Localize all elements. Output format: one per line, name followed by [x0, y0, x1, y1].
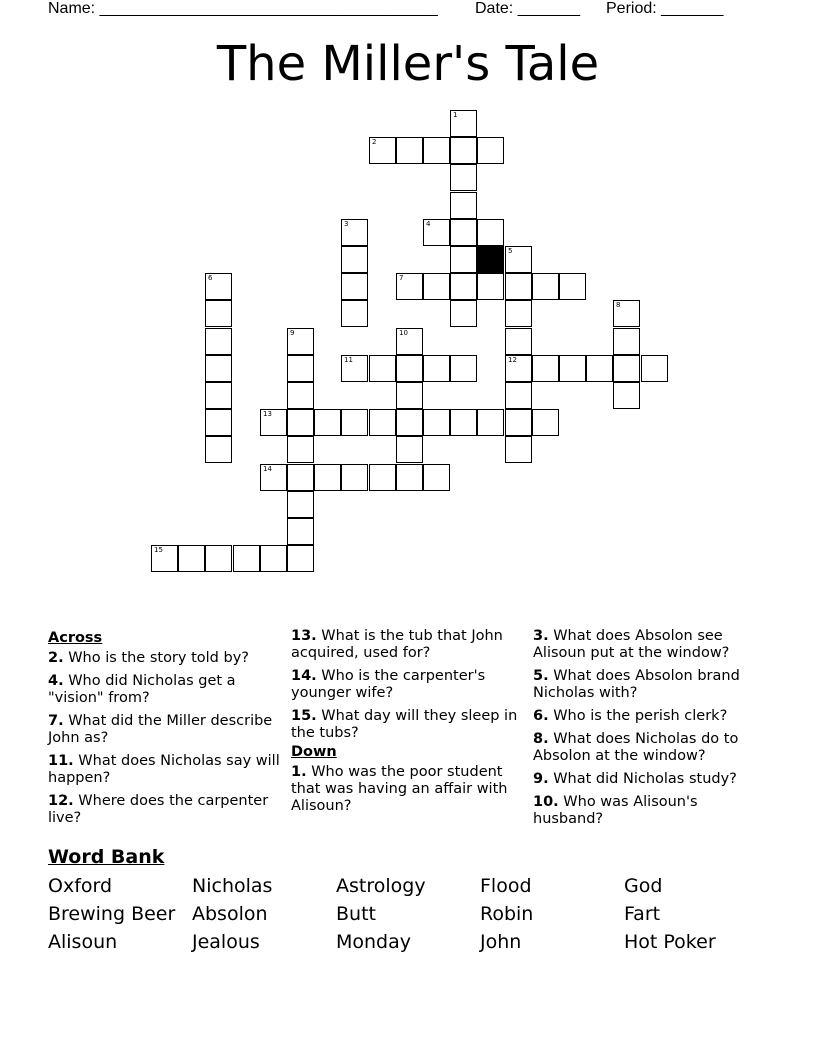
clue-number: 12: [508, 356, 517, 364]
clue-down-6: 6. Who is the perish clerk?: [533, 708, 728, 724]
clue-number: 2: [372, 138, 377, 146]
grid-cell[interactable]: [205, 328, 232, 355]
word-bank-item: Alisoun: [48, 931, 118, 953]
date-field[interactable]: Date: _______: [475, 0, 580, 17]
page-title: The Miller's Tale: [216, 36, 600, 92]
grid-cell[interactable]: [641, 355, 668, 382]
word-bank-item: Oxford: [48, 875, 113, 897]
word-bank-item: Butt: [336, 903, 376, 925]
clue-across-12: 12. Where does the carpenter live?: [48, 793, 269, 826]
word-bank-item: Nicholas: [192, 875, 273, 897]
grid-cell[interactable]: [287, 436, 314, 463]
grid-cell[interactable]: [396, 328, 423, 355]
grid-cell[interactable]: [205, 355, 232, 382]
clues-column-1: [48, 628, 280, 833]
grid-cell[interactable]: [205, 409, 232, 436]
period-field[interactable]: Period: _______: [606, 0, 724, 17]
grid-cell[interactable]: [341, 355, 368, 382]
grid-cell[interactable]: [260, 464, 287, 491]
grid-cell[interactable]: [205, 382, 232, 409]
word-bank-item: God: [624, 875, 663, 897]
grid-cell[interactable]: [341, 300, 368, 327]
grid-cell[interactable]: [505, 409, 532, 436]
clue-number: 4: [426, 220, 431, 228]
clue-number: 8: [616, 301, 621, 309]
grid-cell[interactable]: [505, 328, 532, 355]
grid-cell[interactable]: [532, 409, 559, 436]
grid-cell[interactable]: [505, 273, 532, 300]
clue-down-9: 9. What did Nicholas study?: [533, 771, 737, 787]
clue-across-11: 11. What does Nicholas say will happen?: [48, 753, 280, 786]
clue-across-15: 15. What day will they sleep in the tubs?: [291, 708, 518, 741]
grid-cell[interactable]: [505, 355, 532, 382]
grid-cell[interactable]: [477, 219, 504, 246]
grid-cell[interactable]: [450, 409, 477, 436]
grid-cell[interactable]: [178, 545, 205, 572]
down-heading: Down: [291, 744, 337, 760]
grid-cell[interactable]: [233, 545, 260, 572]
grid-cell[interactable]: [369, 409, 396, 436]
clue-across-4: 4. Who did Nicholas get a "vision" from?: [48, 673, 236, 706]
clues-column-3: [533, 628, 765, 834]
grid-cell[interactable]: [369, 464, 396, 491]
word-bank-item: Flood: [480, 875, 532, 897]
grid-cell[interactable]: [396, 355, 423, 382]
grid-cell[interactable]: [396, 382, 423, 409]
grid-cell[interactable]: [341, 246, 368, 273]
grid-cell[interactable]: [151, 545, 178, 572]
grid-cell[interactable]: [505, 246, 532, 273]
grid-cell[interactable]: [477, 409, 504, 436]
grid-cell[interactable]: [450, 246, 477, 273]
grid-cell[interactable]: [505, 436, 532, 463]
word-bank-item: John: [480, 931, 522, 953]
grid-cell[interactable]: [450, 110, 477, 137]
grid-cell[interactable]: [287, 491, 314, 518]
grid-cell[interactable]: [260, 409, 287, 436]
grid-cell[interactable]: [341, 409, 368, 436]
grid-cell[interactable]: [450, 300, 477, 327]
grid-cell[interactable]: [450, 192, 477, 219]
grid-cell[interactable]: [205, 436, 232, 463]
word-bank-item: Brewing Beer: [48, 903, 176, 925]
grid-cell[interactable]: [532, 273, 559, 300]
clue-number: 14: [263, 465, 272, 473]
grid-cell[interactable]: [287, 409, 314, 436]
clue-number: 15: [154, 546, 163, 554]
clues-column-2: [291, 628, 523, 821]
blocked-cell: [477, 246, 504, 273]
grid-cell[interactable]: [450, 355, 477, 382]
grid-cell[interactable]: [505, 300, 532, 327]
grid-cell[interactable]: [396, 436, 423, 463]
grid-cell[interactable]: [287, 355, 314, 382]
grid-cell[interactable]: [450, 137, 477, 164]
grid-cell[interactable]: [287, 518, 314, 545]
grid-cell[interactable]: [287, 382, 314, 409]
grid-cell[interactable]: [396, 137, 423, 164]
clue-down-5: 5. What does Absolon brand Nicholas with?: [533, 668, 740, 701]
grid-cell[interactable]: [205, 300, 232, 327]
grid-cell[interactable]: [205, 273, 232, 300]
clue-down-3: 3. What does Absolon see Alisoun put at the window?: [533, 628, 730, 661]
grid-cell[interactable]: [586, 355, 613, 382]
grid-cell[interactable]: [423, 409, 450, 436]
grid-cell[interactable]: [423, 273, 450, 300]
grid-cell[interactable]: [450, 273, 477, 300]
grid-cell[interactable]: [559, 355, 586, 382]
grid-cell[interactable]: [314, 464, 341, 491]
grid-cell[interactable]: [423, 219, 450, 246]
clue-down-8: 8. What does Nicholas do to Absolon at the window?: [533, 731, 739, 764]
grid-cell[interactable]: [205, 545, 232, 572]
grid-cell[interactable]: [369, 137, 396, 164]
clue-across-2: 2. Who is the story told by?: [48, 650, 249, 666]
clue-across-14: 14. Who is the carpenter's younger wife?: [291, 668, 486, 701]
grid-cell[interactable]: [423, 355, 450, 382]
grid-cell[interactable]: [287, 328, 314, 355]
clue-number: 11: [344, 356, 353, 364]
clue-across-13: 13. What is the tub that John acquired, used for?: [291, 628, 503, 661]
word-bank-item: Hot Poker: [624, 931, 716, 953]
grid-cell[interactable]: [314, 409, 341, 436]
grid-cell[interactable]: [613, 382, 640, 409]
clue-down-10: 10. Who was Alisoun's husband?: [533, 794, 698, 827]
grid-cell[interactable]: [287, 545, 314, 572]
clue-number: 1: [453, 111, 458, 119]
grid-cell[interactable]: [396, 464, 423, 491]
across-heading: Across: [48, 630, 103, 646]
word-bank-item: Absolon: [192, 903, 268, 925]
grid-cell[interactable]: [613, 355, 640, 382]
grid-cell[interactable]: [341, 219, 368, 246]
grid-cell[interactable]: [341, 273, 368, 300]
grid-cell[interactable]: [559, 273, 586, 300]
grid-cell[interactable]: [423, 137, 450, 164]
name-field[interactable]: Name: ______________________________________: [48, 0, 438, 17]
clue-down-1: 1. Who was the poor student that was having an affair with Alisoun?: [291, 764, 508, 814]
word-bank-item: Monday: [336, 931, 412, 953]
clue-number: 13: [263, 410, 272, 418]
clue-number: 9: [290, 329, 295, 337]
word-bank-title: Word Bank: [48, 846, 165, 868]
grid-cell[interactable]: [477, 273, 504, 300]
clue-number: 3: [344, 220, 349, 228]
grid-cell[interactable]: [341, 464, 368, 491]
word-bank-item: Fart: [624, 903, 661, 925]
grid-cell[interactable]: [613, 300, 640, 327]
grid-cell[interactable]: [532, 355, 559, 382]
grid-cell[interactable]: [505, 382, 532, 409]
grid-cell[interactable]: [369, 355, 396, 382]
clue-across-7: 7. What did the Miller describe John as?: [48, 713, 273, 746]
grid-cell[interactable]: [423, 464, 450, 491]
grid-cell[interactable]: [450, 164, 477, 191]
clue-number: 5: [508, 247, 513, 255]
word-bank-item: Astrology: [336, 875, 426, 897]
grid-cell[interactable]: [450, 219, 477, 246]
grid-cell[interactable]: [260, 545, 287, 572]
grid-cell[interactable]: [396, 409, 423, 436]
grid-cell[interactable]: [396, 273, 423, 300]
grid-cell[interactable]: [477, 137, 504, 164]
grid-cell[interactable]: [613, 328, 640, 355]
clue-number: 10: [399, 329, 408, 337]
clue-number: 7: [399, 274, 404, 282]
word-bank-item: Robin: [480, 903, 534, 925]
word-bank-item: Jealous: [192, 931, 260, 953]
clue-number: 6: [208, 274, 213, 282]
grid-cell[interactable]: [287, 464, 314, 491]
